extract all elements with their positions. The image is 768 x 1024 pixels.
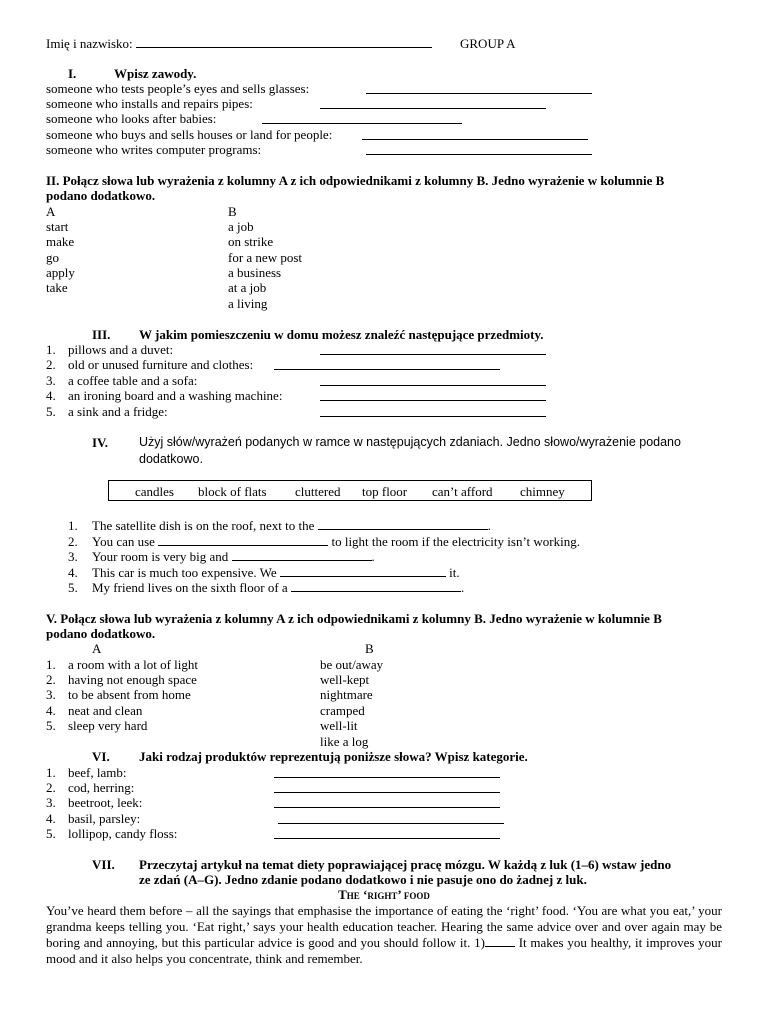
s1-item-3: someone who looks after babies: <box>46 111 217 126</box>
s3-number: III. <box>92 327 111 342</box>
name-line <box>46 36 432 51</box>
s1-blank-3[interactable] <box>262 112 462 124</box>
s3-item: old or unused furniture and clothes: <box>68 357 254 372</box>
s3-blank[interactable] <box>320 374 546 386</box>
name-blank[interactable] <box>136 36 432 48</box>
group-label: GROUP A <box>460 36 516 51</box>
s6-num: 5. <box>46 826 56 841</box>
word-option: candles <box>135 484 174 499</box>
s2-a-item: take <box>46 280 68 295</box>
s1-blank-4[interactable] <box>362 128 588 140</box>
s4-sentence-5: My friend lives on the sixth floor of a . <box>92 580 465 595</box>
s1-blank-1[interactable] <box>366 82 592 94</box>
s5-num: 4. <box>46 703 56 718</box>
s4-title-line-2: dodatkowo. <box>139 452 203 466</box>
s5-b-item: cramped <box>320 703 365 718</box>
word-option: cluttered <box>295 484 341 499</box>
s2-title-line-2: podano dodatkowo. <box>46 188 156 203</box>
s7-title-line-2: ze zdań (A–G). Jedno zdanie podano dodatkowo i nie pasuje ono do żadnej z luk. <box>139 872 587 887</box>
s1-blank-5[interactable] <box>366 143 592 155</box>
s1-title: Wpisz zawody. <box>114 66 197 81</box>
s6-num: 3. <box>46 795 56 810</box>
s6-item: basil, parsley: <box>68 811 141 826</box>
s2-title-line-1: II. Połącz słowa lub wyrażenia z kolumny A z ich odpowiednikami z kolumny B. Jedno wyrażenie w kolumnie B <box>46 173 665 188</box>
word-option: block of flats <box>198 484 267 499</box>
s3-title: W jakim pomieszczeniu w domu możesz znaleźć następujące przedmioty. <box>139 327 544 342</box>
s5-num: 3. <box>46 687 56 702</box>
s1-item-1: someone who tests people’s eyes and sells glasses: <box>46 81 310 96</box>
s3-num: 4. <box>46 388 56 403</box>
s4-num: 3. <box>68 549 78 564</box>
s6-blank[interactable] <box>274 796 500 808</box>
s6-item: beetroot, leek: <box>68 795 143 810</box>
s4-num: 5. <box>68 580 78 595</box>
s6-blank[interactable] <box>274 827 500 839</box>
s4-blank-5[interactable] <box>291 580 461 592</box>
s3-num: 1. <box>46 342 56 357</box>
s3-num: 3. <box>46 373 56 388</box>
s3-blank[interactable] <box>320 343 546 355</box>
s2-b-item: for a new post <box>228 250 303 265</box>
s3-blank[interactable] <box>274 358 500 370</box>
s5-b-item: like a log <box>320 734 369 749</box>
s4-blank-1[interactable] <box>318 518 488 530</box>
s3-item: an ironing board and a washing machine: <box>68 388 283 403</box>
s4-blank-3[interactable] <box>232 549 372 561</box>
s5-a-item: a room with a lot of light <box>68 657 198 672</box>
s5-title-line-1: V. Połącz słowa lub wyrażenia z kolumny A z ich odpowiednikami z kolumny B. Jedno wyrażenie w kolumnie B <box>46 611 662 626</box>
s3-item: a sink and a fridge: <box>68 404 168 419</box>
s4-number: IV. <box>92 435 109 450</box>
s5-num: 1. <box>46 657 56 672</box>
s2-b-item: a job <box>228 219 254 234</box>
s4-sentence-3: Your room is very big and . <box>92 549 375 564</box>
s6-item: lollipop, candy floss: <box>68 826 178 841</box>
s1-number: I. <box>68 66 77 81</box>
s5-title-line-2: podano dodatkowo. <box>46 626 156 641</box>
name-label: Imię i nazwisko: <box>46 36 133 51</box>
s6-num: 2. <box>46 780 56 795</box>
s3-item: a coffee table and a sofa: <box>68 373 198 388</box>
s3-item: pillows and a duvet: <box>68 342 174 357</box>
s3-num: 5. <box>46 404 56 419</box>
s1-item-4: someone who buys and sells houses or land for people: <box>46 127 333 142</box>
s6-blank[interactable] <box>274 781 500 793</box>
s5-num: 5. <box>46 718 56 733</box>
s6-blank[interactable] <box>278 812 504 824</box>
s2-a-item: go <box>46 250 59 265</box>
word-option: top floor <box>362 484 408 499</box>
s2-a-item: apply <box>46 265 75 280</box>
s4-sentence-1: The satellite dish is on the roof, next to the . <box>92 518 491 533</box>
s5-b-item: nightmare <box>320 687 373 702</box>
gap-1-blank[interactable] <box>485 935 515 947</box>
s2-column-b-header: B <box>228 204 237 219</box>
s4-sentence-2: You can use to light the room if the electricity isn’t working. <box>92 534 580 549</box>
s5-b-item: well-lit <box>320 718 358 733</box>
s2-b-item: on strike <box>228 234 274 249</box>
s5-column-b-header: B <box>365 641 374 656</box>
s4-num: 4. <box>68 565 78 580</box>
s4-blank-4[interactable] <box>280 565 446 577</box>
s6-title: Jaki rodzaj produktów reprezentują poniższe słowa? Wpisz kategorie. <box>139 749 528 764</box>
word-option: can’t afford <box>432 484 493 499</box>
s3-num: 2. <box>46 357 56 372</box>
article-title: The ‘right’ food <box>338 887 430 902</box>
s1-blank-2[interactable] <box>320 97 546 109</box>
s3-blank[interactable] <box>320 405 546 417</box>
s7-number: VII. <box>92 857 115 872</box>
s4-num: 2. <box>68 534 78 549</box>
s6-item: beef, lamb: <box>68 765 127 780</box>
s6-num: 1. <box>46 765 56 780</box>
s7-title-line-1: Przeczytaj artykuł na temat diety poprawiającej pracę mózgu. W każdą z luk (1–6) wstaw jedno <box>139 857 672 872</box>
s2-b-item: a business <box>228 265 282 280</box>
s4-sentence-4: This car is much too expensive. We it. <box>92 565 460 580</box>
s6-num: 4. <box>46 811 56 826</box>
s6-item: cod, herring: <box>68 780 135 795</box>
s2-a-item: make <box>46 234 75 249</box>
s4-title-line-1: Użyj słów/wyrażeń podanych w ramce w następujących zdaniach. Jedno słowo/wyrażenie podano <box>139 435 681 449</box>
s2-b-item: at a job <box>228 280 267 295</box>
word-option: chimney <box>520 484 565 499</box>
s5-a-item: to be absent from home <box>68 687 191 702</box>
word-box <box>108 480 592 501</box>
s5-b-item: well-kept <box>320 672 370 687</box>
s6-number: VI. <box>92 749 110 764</box>
s4-num: 1. <box>68 518 78 533</box>
s2-column-a-header: A <box>46 204 56 219</box>
s2-b-item: a living <box>228 296 268 311</box>
s1-item-2: someone who installs and repairs pipes: <box>46 96 253 111</box>
s4-blank-2[interactable] <box>158 534 328 546</box>
s6-blank[interactable] <box>274 766 500 778</box>
s5-a-item: having not enough space <box>68 672 197 687</box>
s3-blank[interactable] <box>320 389 546 401</box>
s5-b-item: be out/away <box>320 657 384 672</box>
s1-item-5: someone who writes computer programs: <box>46 142 262 157</box>
s2-a-item: start <box>46 219 69 234</box>
article-paragraph: You’ve heard them before – all the sayings that emphasise the importance of eating the ‘right’ food. ‘You are what you eat,’ your grandma keeps telling you. ‘Eat right,’ says your health education teacher. Hearing the same advice over and over again may be boring and annoying, but this particular advice is good and you should follow it. 1) It makes you healthy, it improves your mood and it also helps you concentrate, think and remember. <box>46 903 722 966</box>
s5-column-a-header: A <box>92 641 102 656</box>
s5-a-item: neat and clean <box>68 703 143 718</box>
s5-num: 2. <box>46 672 56 687</box>
s5-a-item: sleep very hard <box>68 718 148 733</box>
